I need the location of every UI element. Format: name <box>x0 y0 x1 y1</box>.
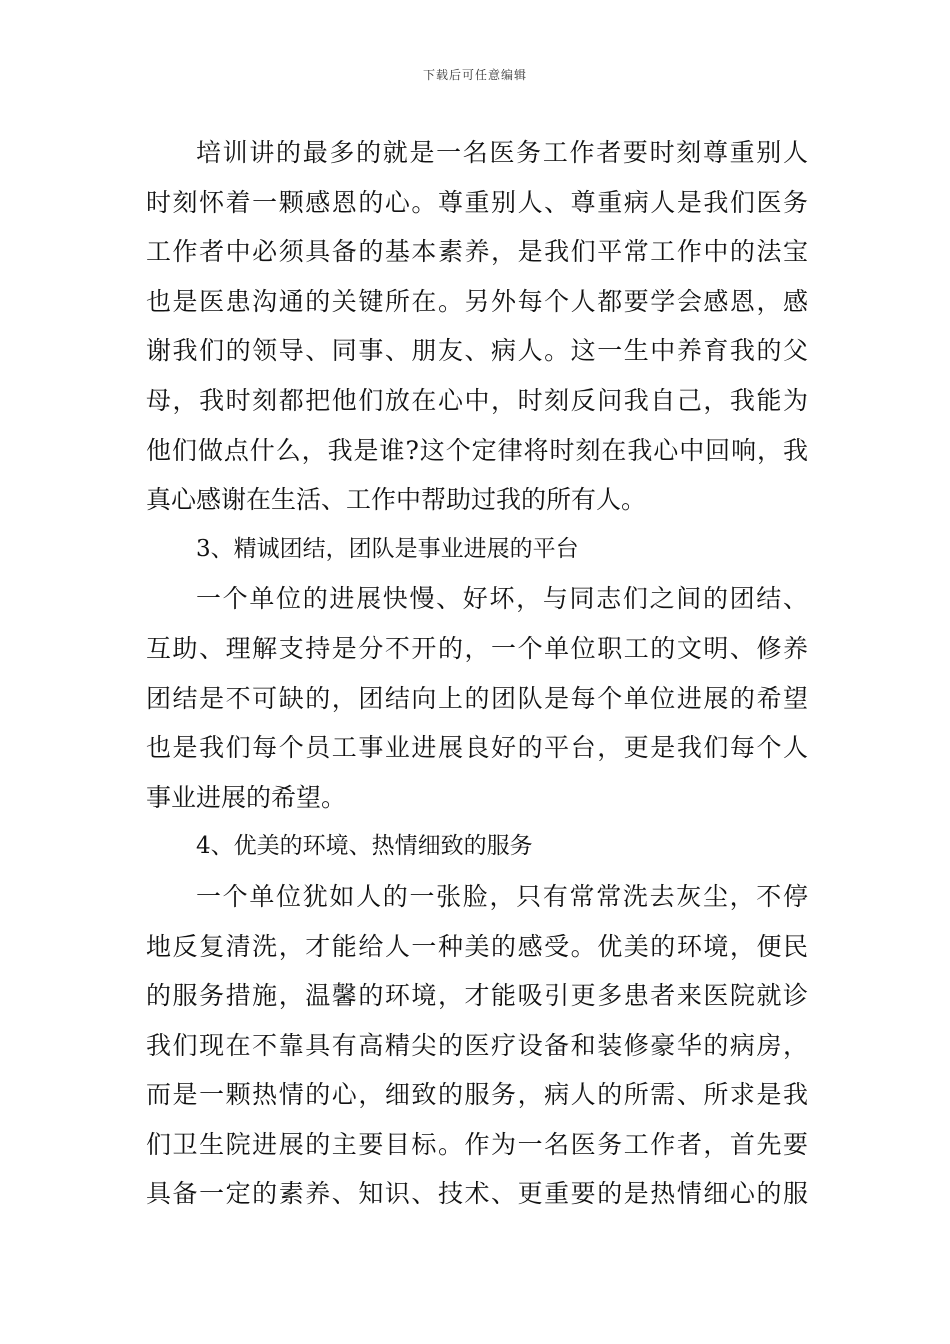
document-body <box>146 128 808 1219</box>
paragraph-line: 们卫生院进展的主要目标。作为一名医务工作者，首先要 <box>146 1129 808 1159</box>
paragraph-line: 的服务措施，温馨的环境，才能吸引更多患者来医院就诊 <box>146 981 808 1011</box>
paragraph-line: 一个单位的进展快慢、好坏，与同志们之间的团结、 <box>196 584 808 614</box>
paragraph-line: 事业进展的希望。 <box>146 782 347 812</box>
paragraph-line: 具备一定的素养、知识、技术、更重要的是热情细心的服 <box>146 1179 808 1209</box>
paragraph-line: 他们做点什么，我是谁?这个定律将时刻在我心中回响，我 <box>146 435 808 465</box>
paragraph-line: 也是我们每个员工事业进展良好的平台，更是我们每个人 <box>146 733 808 763</box>
page-header: 下载后可任意编辑 <box>422 68 527 82</box>
paragraph-line: 一个单位犹如人的一张脸，只有常常洗去灰尘，不停 <box>196 881 808 911</box>
paragraph-line: 培训讲的最多的就是一名医务工作者要时刻尊重别人 <box>196 138 808 167</box>
section-heading: 3、精诚团结，团队是事业进展的平台 <box>196 535 579 562</box>
paragraph-line: 真心感谢在生活、工作中帮助过我的所有人。 <box>146 485 647 515</box>
paragraph-line: 团结是不可缺的，团结向上的团队是每个单位进展的希望 <box>146 683 808 713</box>
paragraph-line: 互助、理解支持是分不开的，一个单位职工的文明、修养 <box>146 633 808 663</box>
paragraph-line: 母，我时刻都把他们放在心中，时刻反问我自己，我能为 <box>146 385 808 415</box>
paragraph-line: 地反复清洗，才能给人一种美的感受。优美的环境，便民 <box>146 931 808 961</box>
paragraph-line: 也是医患沟通的关键所在。另外每个人都要学会感恩，感 <box>146 286 808 316</box>
paragraph-line: 我们现在不靠具有高精尖的医疗设备和装修豪华的病房， <box>146 1030 808 1060</box>
paragraph-line: 谢我们的领导、同事、朋友、病人。这一生中养育我的父 <box>146 336 808 366</box>
paragraph-line: 而是一颗热情的心，细致的服务，病人的所需、所求是我 <box>146 1080 808 1110</box>
paragraph-line: 工作者中必须具备的基本素养，是我们平常工作中的法宝 <box>146 237 808 267</box>
paragraph-line: 时刻怀着一颗感恩的心。尊重别人、尊重病人是我们医务 <box>146 187 808 217</box>
section-heading: 4、优美的环境、热情细致的服务 <box>196 833 533 860</box>
